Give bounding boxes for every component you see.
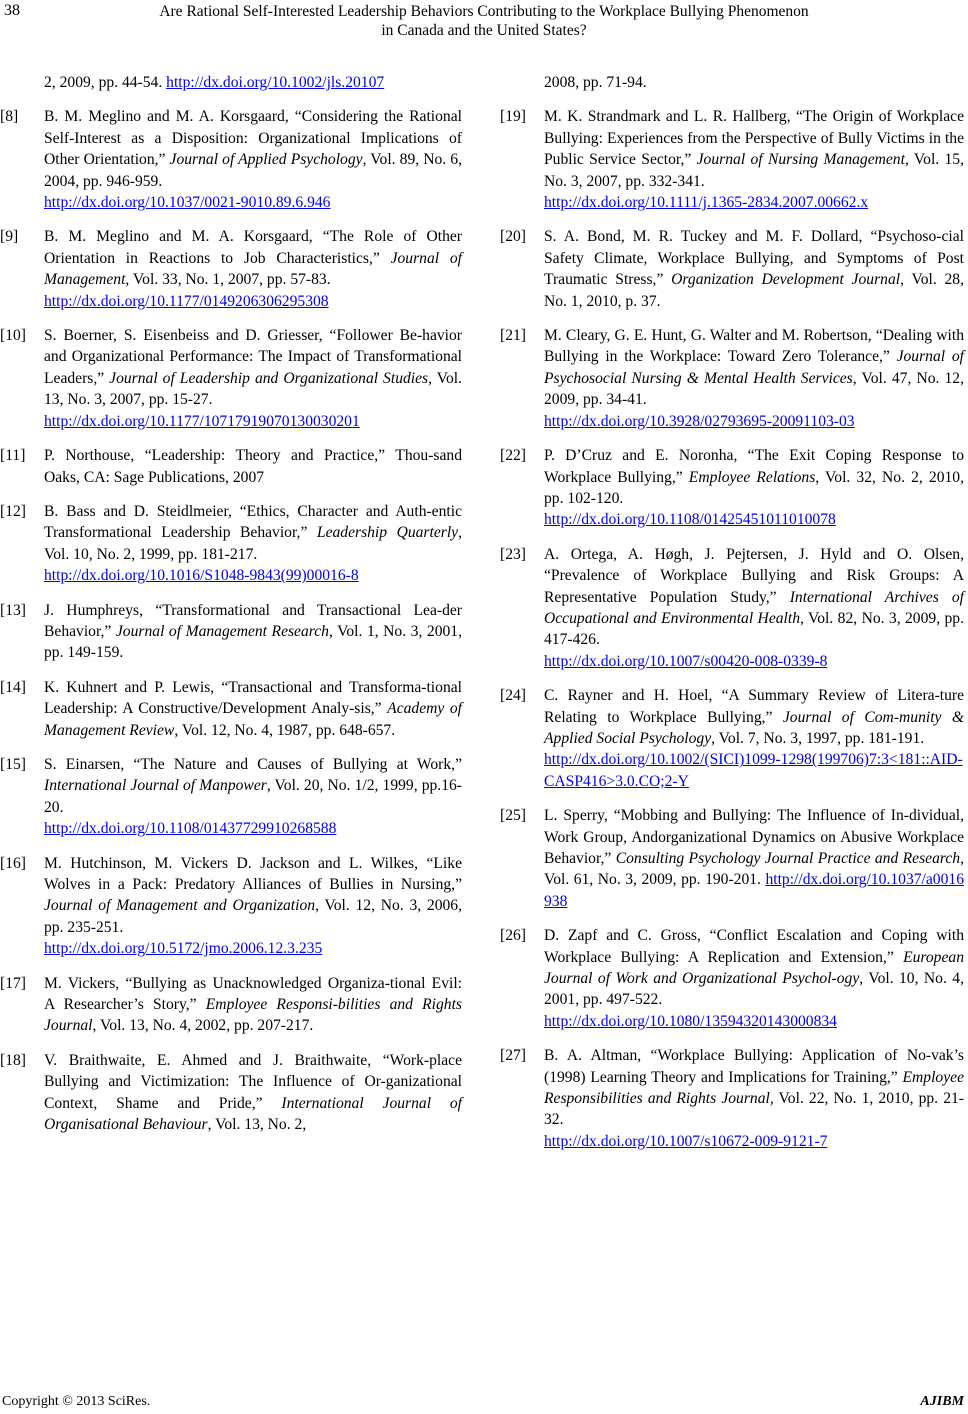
reference-entry (0, 226, 462, 312)
reference-number: [19] (500, 108, 526, 126)
reference-citation: M. Hutchinson, M. Vickers D. Jackson and L. Wilkes, “Like Wolves in a Pack: Predatory Alliances of Bullies in Nursing,” (44, 854, 462, 893)
reference-entry (0, 501, 462, 587)
reference-number: [24] (500, 687, 526, 705)
reference-citation: P. D’Cruz and E. Noronha, “The Exit Coping Response to Workplace Bullying,” (544, 447, 964, 486)
doi-link[interactable]: http://dx.doi.org/10.1037/a0016938 (544, 871, 964, 910)
journal-title: Journal of Com-munity & Applied Social Psychology (544, 708, 964, 747)
journal-title: European Journal of Work and Organizational Psychol-ogy (544, 948, 964, 988)
doi-link[interactable]: http://dx.doi.org/10.1007/s10672-009-9121-7 (544, 1132, 828, 1150)
reference-citation: M. Vickers, “Bullying as Unacknowledged Organiza-tional Evil: A Researcher’s Story,” (44, 974, 462, 1014)
reference-number: [25] (500, 807, 526, 825)
reference-number: [11] (0, 447, 26, 465)
doi-link[interactable]: http://dx.doi.org/10.1037/0021-9010.89.6.946 (44, 194, 331, 212)
copyright-notice: Copyright © 2013 SciRes. (2, 1394, 151, 1409)
reference-citation: S. A. Bond, M. R. Tuckey and M. F. Dollard, “Psychoso-cial Safety Climate, Workplace Bullying, and Symptoms of Post Traumatic Stress,” (544, 228, 964, 289)
journal-title: Organization Development Journal (671, 271, 901, 289)
reference-number: [21] (500, 327, 526, 345)
doi-link[interactable]: http://dx.doi.org/10.1111/j.1365-2834.2007.00662.x (544, 194, 869, 212)
reference-entry (500, 325, 964, 432)
journal-title: Academy of Management Review (44, 700, 463, 739)
running-title (0, 2, 968, 40)
reference-body (44, 1050, 462, 1136)
reference-number: [27] (500, 1047, 526, 1065)
journal-title: Journal of Leadership and Organizational Studies (109, 369, 429, 387)
doi-link[interactable]: http://dx.doi.org/10.5172/jmo.2006.12.3.235 (44, 940, 323, 958)
reference-continuation (0, 72, 462, 93)
reference-body (544, 325, 964, 432)
reference-details: , Vol. 47, No. 12, 2009, pp. 34-41. (544, 369, 964, 409)
journal-abbreviation: AJIBM (920, 1394, 964, 1409)
reference-number: [22] (500, 447, 526, 465)
reference-body (44, 226, 462, 312)
reference-number: [15] (0, 755, 26, 773)
reference-details: , Vol. 13, No. 4, 2002, pp. 207-217. (92, 1017, 314, 1035)
journal-title: Journal of Psychosocial Nursing & Mental Health Services (544, 348, 964, 387)
reference-number: [8] (0, 108, 19, 126)
reference-number: [14] (0, 678, 26, 696)
reference-number: [26] (500, 927, 526, 945)
reference-details: , Vol. 61, No. 3, 2009, pp. 190-201. (544, 850, 964, 889)
journal-title: Employee Relations (688, 468, 816, 486)
reference-number: [13] (0, 601, 26, 619)
reference-citation: B. M. Meglino and M. A. Korsgaard, “The Role of Other Orientation in Reactions to Job Characteristics,” (44, 228, 462, 267)
reference-entry (500, 226, 964, 312)
reference-details: , Vol. 20, No. 1/2, 1999, pp.16-20. (44, 777, 462, 816)
reference-details: , Vol. 10, No. 4, 2001, pp. 497-522. (544, 970, 964, 1009)
reference-citation: K. Kuhnert and P. Lewis, “Transactional and Transforma-tional Leadership: A Constructive/Development Analy-sis,” (44, 678, 462, 718)
reference-citation: P. Northouse, “Leadership: Theory and Practice,” Thou-sand Oaks, CA: Sage Publications, 2007 (44, 447, 462, 486)
doi-link[interactable]: http://dx.doi.org/10.1002/jls.20107 (166, 74, 385, 91)
reference-number: [18] (0, 1051, 26, 1069)
doi-link[interactable]: http://dx.doi.org/10.3928/02793695-20091103-03 (544, 412, 855, 430)
doi-link[interactable]: http://dx.doi.org/10.1016/S1048-9843(99)00016-8 (44, 567, 359, 585)
reference-body (44, 853, 462, 960)
journal-title: Journal of Applied Psychology (169, 151, 363, 169)
reference-entry (500, 544, 964, 672)
reference-body (544, 106, 964, 213)
reference-body (544, 685, 964, 792)
reference-entry (0, 600, 462, 664)
right-reference-list (500, 106, 964, 1152)
journal-title: Consulting Psychology Journal Practice and Research (615, 850, 961, 867)
running-title-line-1: Are Rational Self-Interested Leadership Behaviors Contributing to the Workplace Bullying Phenomenon (159, 3, 809, 20)
reference-details: , Vol. 22, No. 1, 2010, pp. 21-32. (544, 1090, 964, 1129)
reference-number: [12] (0, 502, 26, 520)
doi-link[interactable]: http://dx.doi.org/10.1177/10717919070130030201 (44, 412, 360, 430)
reference-entry (500, 805, 964, 912)
reference-details: , Vol. 13, No. 2, (207, 1116, 307, 1134)
journal-title: International Journal of Manpower (44, 777, 267, 795)
journal-title: Employee Responsi-bilities and Rights Journal (44, 996, 462, 1035)
page-number: 38 (4, 2, 20, 19)
reference-details: , Vol. 12, No. 4, 1987, pp. 648-657. (174, 721, 396, 739)
continuation-text: 2008, pp. 71-94. (544, 74, 647, 91)
reference-citation: M. Cleary, G. E. Hunt, G. Walter and M. Robertson, “Dealing with Bullying in the Workplace: Toward Zero Tolerance,” (544, 327, 964, 366)
reference-entry (500, 1045, 964, 1152)
left-column (0, 72, 462, 1148)
running-title-line-2: in Canada and the United States? (381, 22, 587, 39)
reference-number: [23] (500, 545, 526, 563)
reference-citation: B. A. Altman, “Workplace Bullying: Application of No-vak’s (1998) Learning Theory and Implications for Training,” (544, 1047, 964, 1086)
reference-body (44, 106, 462, 213)
doi-link[interactable]: http://dx.doi.org/10.1108/01437729910268588 (44, 820, 337, 838)
reference-body (44, 677, 462, 741)
left-reference-list (0, 106, 462, 1135)
right-column (500, 72, 964, 1165)
reference-details: , Vol. 89, No. 6, 2004, pp. 946-959. (44, 151, 463, 190)
reference-body (44, 501, 462, 587)
reference-number: [9] (0, 228, 19, 246)
reference-entry (500, 925, 964, 1032)
reference-citation: C. Rayner and H. Hoel, “A Summary Review of Litera-ture Relating to Workplace Bullying,” (544, 687, 964, 726)
reference-body (544, 925, 964, 1032)
reference-body (44, 754, 462, 840)
reference-entry (0, 106, 462, 213)
reference-body (544, 1045, 964, 1152)
reference-entry (0, 1050, 462, 1136)
reference-details: , Vol. 15, No. 3, 2007, pp. 332-341. (544, 151, 965, 190)
reference-number: [10] (0, 327, 26, 345)
journal-title: International Archives of Occupational and Environmental Health (544, 588, 964, 627)
journal-title: Journal of Management and Organization (44, 897, 316, 915)
reference-details: , Vol. 1, No. 3, 2001, pp. 149-159. (44, 622, 462, 662)
reference-citation: V. Braithwaite, E. Ahmed and J. Braithwaite, “Work-place Bullying and Victimization: The Influence of Or-ganizational Context, Shame and Pride,” (44, 1051, 462, 1112)
reference-details: , Vol. 7, No. 3, 1997, pp. 181-191. (711, 729, 925, 747)
reference-citation: D. Zapf and C. Gross, “Conflict Escalation and Coping with Workplace Bullying: A Replication and Extension,” (544, 927, 964, 966)
reference-details: , Vol. 12, No. 3, 2006, pp. 235-251. (44, 897, 462, 936)
reference-number: [16] (0, 854, 26, 872)
reference-continuation (500, 72, 964, 93)
reference-entry (0, 973, 462, 1037)
reference-details: , Vol. 82, No. 3, 2009, pp. 417-426. (544, 609, 964, 649)
reference-entry (0, 853, 462, 960)
reference-details: , Vol. 13, No. 3, 2007, pp. 15-27. (44, 369, 462, 409)
journal-title: Employee Responsibilities and Rights Journal (544, 1068, 964, 1108)
journal-title: Journal of Management Research (115, 622, 329, 640)
reference-body (44, 973, 462, 1037)
reference-citation: J. Humphreys, “Transformational and Transactional Lea-der Behavior,” (44, 601, 462, 640)
reference-body (44, 445, 462, 488)
reference-details: , Vol. 32, No. 2, 2010, pp. 102-120. (544, 468, 964, 507)
reference-entry (500, 685, 964, 792)
reference-body (544, 544, 964, 672)
reference-entry (500, 106, 964, 213)
doi-link[interactable]: http://dx.doi.org/10.1002/(SICI)1099-1298(199706)7:3<181::AID-CASP416>3.0.CO;2-Y (544, 751, 963, 790)
reference-citation: S. Boerner, S. Eisenbeiss and D. Griesser, “Follower Be-havior and Organizational Performance: The Impact of Transformational Leaders,” (44, 327, 462, 387)
reference-body (544, 226, 964, 312)
reference-body (44, 600, 462, 664)
reference-body (544, 445, 964, 531)
reference-details: , Vol. 10, No. 2, 1999, pp. 181-217. (44, 524, 462, 563)
reference-citation: L. Sperry, “Mobbing and Bullying: The Influence of In-dividual, Work Group, Andorganizational Dynamics on Abusive Workplace Behavior,” (544, 807, 964, 867)
journal-title: Journal of Nursing Management (696, 151, 905, 169)
doi-link[interactable]: http://dx.doi.org/10.1108/01425451011010078 (544, 511, 836, 529)
reference-entry (0, 325, 462, 432)
continuation-text: 2, 2009, pp. 44-54. (44, 74, 167, 91)
doi-link[interactable]: http://dx.doi.org/10.1007/s00420-008-0339-8 (544, 652, 828, 670)
reference-number: [20] (500, 228, 526, 246)
reference-body (544, 805, 964, 912)
doi-link[interactable]: http://dx.doi.org/10.1177/0149206306295308 (44, 292, 329, 310)
reference-entry (0, 445, 462, 488)
reference-citation: A. Ortega, A. Høgh, J. Pejtersen, J. Hyld and O. Olsen, “Prevalence of Workplace Bullying and Risk Groups: A Representative Population Study,” (544, 545, 964, 606)
reference-body (44, 325, 462, 432)
reference-citation: M. K. Strandmark and L. R. Hallberg, “The Origin of Workplace Bullying: Experiences from the Perspective of Bully Victims in the Public Service Sector,” (544, 108, 964, 169)
journal-title: Journal of Management (44, 249, 462, 289)
reference-entry (500, 445, 964, 531)
doi-link[interactable]: http://dx.doi.org/10.1080/13594320143000834 (544, 1012, 837, 1030)
reference-details: , Vol. 28, No. 1, 2010, p. 37. (544, 271, 965, 310)
reference-citation: B. Bass and D. Steidlmeier, “Ethics, Character and Auth-entic Transformational Leadership Behavior,” (44, 502, 462, 542)
journal-title: International Journal of Organisational Behaviour (44, 1094, 463, 1134)
reference-entry (0, 754, 462, 840)
journal-title: Leadership Quarterly (316, 524, 459, 542)
reference-number: [17] (0, 974, 26, 992)
reference-citation: B. M. Meglino and M. A. Korsgaard, “Considering the Rational Self-Interest as a Disposition: Organizational Implications of Other Orientation,” (44, 108, 462, 169)
reference-citation: S. Einarsen, “The Nature and Causes of Bullying at Work,” (44, 755, 462, 773)
reference-details: , Vol. 33, No. 1, 2007, pp. 57-83. (125, 271, 331, 289)
reference-entry (0, 677, 462, 741)
